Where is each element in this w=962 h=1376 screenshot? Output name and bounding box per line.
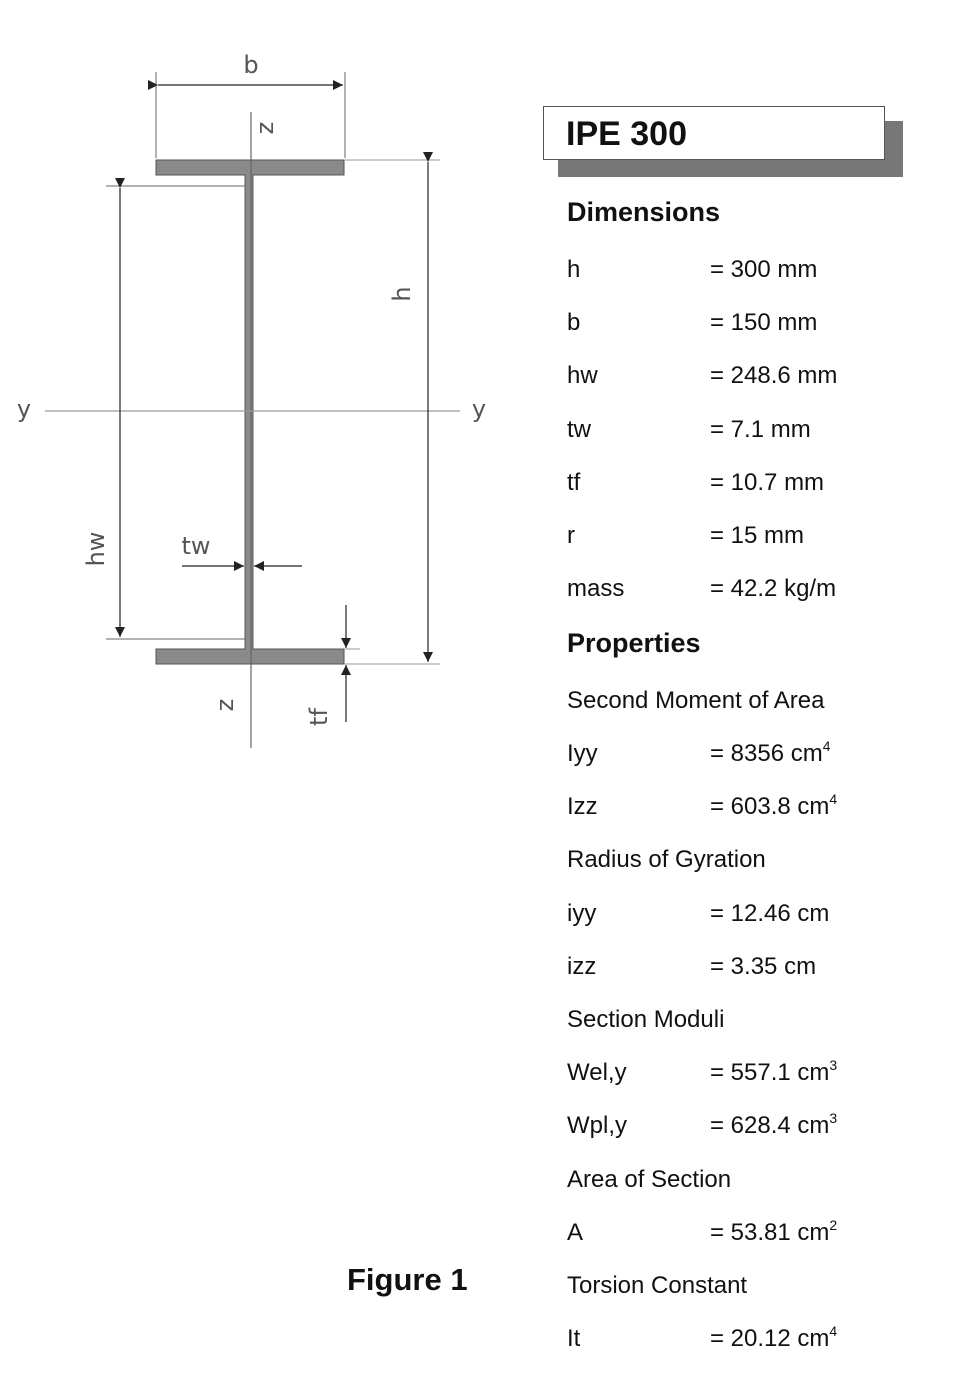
area-value: = 53.81 $cm^2$ [710,1217,838,1246]
iyy-gyration-value: = 12.46 cm [710,900,830,927]
h-label: h [388,286,416,302]
dim-hw-label: hw [567,362,598,389]
dim-tw-label: tw [567,416,591,443]
izz-moment-value: = 603.8 $cm^4$ [710,791,838,820]
iyy-moment-value: = 8356 $cm^4$ [710,738,831,767]
dim-r-value: = 15 mm [710,522,805,549]
dim-h-label: h [567,256,581,283]
dim-tf-value: = 10.7 mm [710,469,825,496]
i-beam-section [156,160,344,664]
z-top-label: z [251,121,279,135]
izz-gyration-value: = 3.35 cm [710,953,817,980]
it-value: = 20.12 $cm^4$ [710,1323,838,1352]
it-label: It [567,1325,581,1352]
iyy-moment-label: Iyy [567,740,598,767]
second-moment-heading: Second Moment of Area [567,687,825,714]
area-label: A [567,1219,584,1246]
z-bottom-label: z [211,698,239,712]
figure-caption: Figure 1 [347,1262,468,1297]
area-heading: Area of Section [567,1166,732,1193]
radius-gyration-heading: Radius of Gyration [567,846,766,873]
dimensions-heading: Dimensions [567,197,721,227]
wpl-y-value: = 628.4 $cm^3$ [710,1110,838,1139]
wpl-y-label: Wpl,y [567,1112,627,1139]
dim-tf-label: tf [567,469,581,496]
dim-tw-value: = 7.1 mm [710,416,811,443]
tf-label: tf [305,708,333,726]
wel-y-value: = 557.1 $cm^3$ [710,1057,838,1086]
izz-moment-label: Izz [567,793,598,820]
section-title: IPE 300 [543,106,885,160]
properties-heading: Properties [567,628,701,658]
hw-label: hw [82,531,110,567]
dim-b-value: = 150 mm [710,309,818,336]
y-left-label: y [16,395,32,423]
dim-r-label: r [567,522,575,549]
tw-label: tw [181,532,211,560]
iyy-gyration-label: iyy [567,900,597,927]
torsion-heading: Torsion Constant [567,1272,748,1299]
b-label: b [243,51,259,79]
wel-y-label: Wel,y [567,1059,627,1086]
dim-hw-value: = 248.6 mm [710,362,838,389]
dim-h-value: = 300 mm [710,256,818,283]
dim-mass-value: = 42.2 kg/m [710,575,837,602]
izz-gyration-label: izz [567,953,597,980]
i-beam-diagram [0,0,540,800]
y-right-label: y [471,395,487,423]
dim-mass-label: mass [567,575,625,602]
section-moduli-heading: Section Moduli [567,1006,725,1033]
dim-b-label: b [567,309,581,336]
